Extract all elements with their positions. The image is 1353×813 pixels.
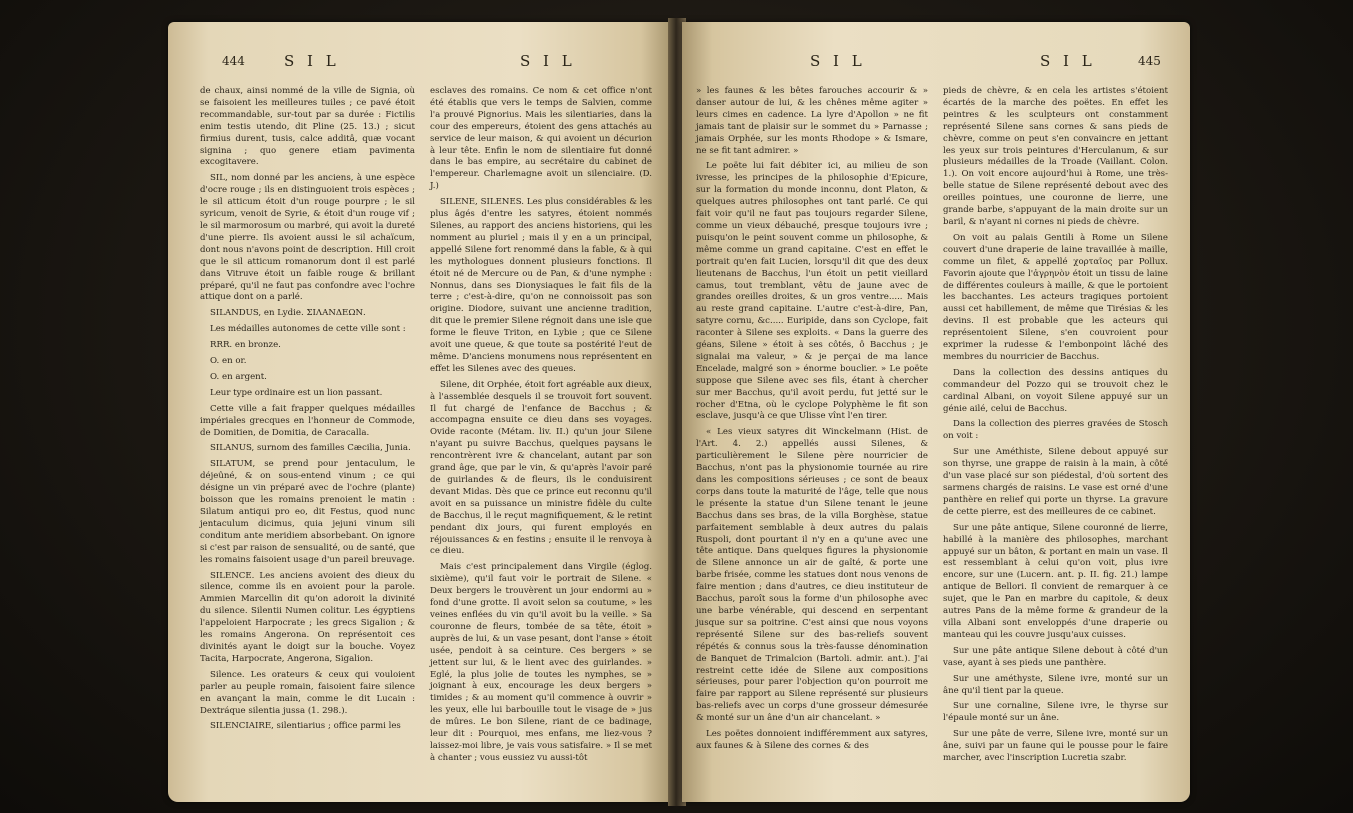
paragraph: Sur une améthyste, Silene ivre, monté sur un âne qu'il tient par la queue. xyxy=(943,673,1168,696)
medal-line: O. en argent. xyxy=(210,371,267,382)
running-head-right-1: S I L xyxy=(810,52,866,70)
paragraph: » les faunes & les bêtes farouches accourir & » danser autour de lui, & les chênes même agiter » leurs cimes en cadence. La lyre d'Apollon » ne fit jamais tant de plaisir sur le sommet du » Parnasse ; jamais Orphée, sur les monts Rhodope » & Ismare, ne se fit tant admirer. » xyxy=(696,86,928,156)
medal-line: RRR. en bronze. xyxy=(210,340,281,351)
paragraph: Le poëte lui fait débiter ici, au milieu de son ivresse, les principes de la philosophie d'Epicure, sur la formation du monde inconnu, dont Platon, & quelques autres philosophes ont tant parlé. Ce qui fait voir qu'il ne faut pas toujours regarder Silene, comme un vieux débauché, presque toujours ivre ; puisqu'on le peint souvent comme un philosophe, & même comme un grand capitaine. C'est en effet le portrait qu'en fait Lucien, lorsqu'il dit que des deux lieutenans de Bacchus, l'un étoit un petit vieillard camus, tout tremblant, vêtu de jaune avec de grandes oreilles droites, & un gros ventre..... Mais au reste grand capitaine. L'autre c'est-à-dire, Pan, satyre cornu, &c..... Euripide, dans son Cyclope, fait raconter à Silene ses exploits. « Dans la guerre des géans, Silene » étoit à ses côtés, ô Bacchus ; je signalai ma valeur, » & je perçai de ma lance Encelade, malgré son » énorme bouclier. » Le poëte suppose que Silene avec ses fils, étant à chercher sur mer Bacchus, qu'il avoit perdu, fut jetté sur le rocher d'Etna, où le cyclope Polyphème le fit son esclave, jusqu'à ce que Ulisse vînt l'en tirer. xyxy=(696,161,928,422)
entry-silanus: SILANUS, surnom des familles Cæcilia, Junia. xyxy=(210,443,411,454)
paragraph: Les poëtes donnoient indifféremment aux satyres, aux faunes & à Silene des cornes & des xyxy=(696,729,928,751)
running-head-left-2: S I L xyxy=(520,52,576,70)
entry-silandus: SILANDUS, en Lydie. ΣΙΛΑΝΔΕΩΝ. xyxy=(210,308,366,319)
entry-silatum: SILATUM, se prend pour jentaculum, le déjeûné, & on sous-entend vinum ; ce qui désigne un vin préparé avec de l'ochre (plante) boisson que les romains prenoient le matin : Silatum antiqui pro eo, dit Festus, quod nunc jentaculum dicimus, quia jejuni vinum sili conditum ante meridiem absorbebant. On ignore si c'est par raison de sensualité, ou de santé, que les romains faisoient usage d'un pareil breuvage. xyxy=(200,459,415,565)
paragraph: « Les vieux satyres dit Winckelmann (Hist. de l'Art. 4. 2.) appellés aussi Silenes, & particulièrement le Silene père nourricier de Bacchus, n'ont pas la physionomie tournée au rire dans les compositions sérieuses ; ce sont de beaux corps dans toute la maturité de l'âge, telle que nous le présente la statue d'un Silene tenant le jeune Bacchus dans ses bras, de la villa Borghèse, statue parfaitement semblable à deux autres du palais Ruspoli, dont pourtant il n'y en a qu'une avec une tête antique. Dans quelques figures la physionomie de Silene annonce un air de gaîté, & porte une barbe frisée, comme les statues dont nous venons de faire mention ; dans d'autres, ce dieu instituteur de Bacchus, paroît sous la forme d'un philosophe avec une barbe vénérable, qui descend en serpentant jusque sur sa poitrine. C'est ainsi que nous voyons représenté Silene sur des bas-reliefs souvent répétés & connus sous la très-fausse dénomination de Banquet de Trimalcion (Bartoli. admir. ant.). J'ai restreint cette idée de Silene aux compositions sérieuses, pour parer l'objection qu'on pourroit me faire par rapport au Silene représenté sur plusieurs bas-reliefs avec un corps d'une grosseur démesurée & monté sur un âne d'un air chancelant. » xyxy=(696,427,928,724)
running-head-left-1: S I L xyxy=(284,52,340,70)
paragraph: Sur une Améthiste, Silene debout appuyé sur son thyrse, une grappe de raisin à la main, à côté d'un vase placé sur son piédestal, d'où sortent des sarmens chargés de raisins. Le vase est orné d'une panthère en relief qui porte un thyrse. La gravure de cette pierre, est des meilleures de ce cabinet. xyxy=(943,447,1168,517)
page-number-right: 445 xyxy=(1138,54,1161,68)
right-page-column-1 xyxy=(696,86,928,757)
running-head-right-2: S I L xyxy=(1040,52,1096,70)
right-page-column-2 xyxy=(943,86,1168,769)
left-page-column-2 xyxy=(430,86,652,769)
paragraph: Sur une pâte antique Silene debout à côté d'un vase, ayant à ses pieds une panthère. xyxy=(943,645,1168,668)
paragraph: Sur une pâte antique, Silene couronné de lierre, habillé à la manière des philosophes, marchant appuyé sur un bâton, & portant en main un vase. Il est ressemblant à celui qu'on voit, plus ivre encore, sur une (Lucern. ant. p. II. fig. 21.) lampe antique de Bellori. Il convient de remarquer à ce sujet, que le Pan en marbre du capitole, & deux autres Pans de la même forme & grandeur de la villa Albani sont enveloppés d'une draperie ou manteau qui les couvre jusqu'aux cuisses. xyxy=(943,522,1168,640)
paragraph: pieds de chèvre, & en cela les artistes s'étoient écartés de la marche des poëtes. En effet les peintres & les sculpteurs ont constamment représenté Silene sans cornes & sans pieds de chèvre, comme on peut s'en convaincre en jettant les yeux sur trois peintures d'Herculanum, & sur plusieurs médailles de la Troade (Vaillant. Colon. 1.). On voit encore aujourd'hui à Rome, une très-belle statue de Silene représenté debout avec des oreilles pointues, une couronne de lierre, une grande barbe, s'appuyant de la main droite sur un baril, & n'ayant ni cornes ni pieds de chèvre. xyxy=(943,86,1168,227)
entry-silenciaire: SILENCIAIRE, silentiarius ; office parmi les xyxy=(210,721,401,732)
paragraph: Cette ville a fait frapper quelques médailles impériales grecques en l'honneur de Commode, de Domitien, de Domitia, de Caracalla. xyxy=(200,403,415,438)
paragraph: Sur une cornaline, Silene ivre, le thyrse sur l'épaule monté sur un âne. xyxy=(943,701,1168,724)
left-page-column-1 xyxy=(200,86,415,737)
paragraph: de chaux, ainsi nommé de la ville de Signia, où se faisoient les meilleures tuiles ; ce pavé étoit recommandable, sur-tout par sa durée : Fictilis enim testis utendo, dit Pline (25. 13.) ; sicut firmius durent, tusis, calce additâ, quæ vocant signina ; quo genere etiam pavimenta excogitavere. xyxy=(200,86,415,168)
entry-silene: SILENE, SILENES. Les plus considérables & les plus âgés d'entre les satyres, étoient nommés Silenes, au rapport des anciens historiens, qui les nomment au pluriel ; mais il y en a un principal, appellé Silene fort renommé dans la fable, & à qui les mythologues donnent plusieurs fonctions. Il étoit né de Mercure ou de Pan, & d'une nymphe : Nonnus, dans ses Dionysiaques le fait fils de la terre ; c'est-à-dire, qu'on ne connoissoit pas son origine. Diodore, suivant une ancienne tradition, dit que le premier Silene régnoit dans une isle que forme le fleuve Triton, en Lybie ; que ce Silene avoit une queue, & que toute sa postérité l'eut de même. D'anciens monumens nous représentent en effet les Silenes avec des queues. xyxy=(430,197,652,374)
medal-line: O. en or. xyxy=(210,356,247,367)
paragraph: Sur une pâte de verre, Silene ivre, monté sur un âne, suivi par un faune qui le pousse pour le faire marcher, avec l'inscription Lucretia szabr. xyxy=(943,729,1168,764)
entry-silence-2: Silence. Les orateurs & ceux qui vouloient parler au peuple romain, faisoient faire silence en avançant la main, comme le dit Lucain : Dextráque silentia jussa (1. 298.). xyxy=(200,669,415,716)
entry-sil: SIL, nom donné par les anciens, à une espèce d'ocre rouge ; ils en distinguoient trois espèces ; le sil atticum étoit d'un rouge pourpre ; le sil syricum, venoit de Syrie, & étoit d'un rouge vif ; le sil marmorosum ou marbré, qui avoit la dureté d'une pierre. Ils avoient aussi le sil achaïcum, dont nous n'avons point de description. Hill croit que le sil atticum romanorum dont il est parlé dans Vitruve étoit un faible rouge & brillant préparé, qu'il ne faut pas confondre avec l'ochre attique dont on a parlé. xyxy=(200,173,415,303)
paragraph: On voit au palais Gentili à Rome un Silene couvert d'une draperie de laine travaillée à maille, comme un filet, & appellé χορταῖος par Pollux. Favorin ajoute que l'ἀγρηνὸν étoit un tissu de laine de différentes couleurs à maille, & que le portoient les bacchantes. Les acteurs tragiques portoient aussi cet habillement, de même que Tirésias & les devins. Il est probable que les acteurs qui représentoient Silene, s'en couvroient pour exprimer la rudesse & l'embonpoint lâché des membres du nourricier de Bacchus. xyxy=(943,232,1168,362)
paragraph: Dans la collection des dessins antiques du commandeur del Pozzo qui se trouvoit chez le cardinal Albani, on voyoit Silene appuyé sur un génie ailé, celui de Bacchus. xyxy=(943,367,1168,414)
paragraph: Silene, dit Orphée, étoit fort agréable aux dieux, à l'assemblée desquels il se trouvoit fort souvent. Il fut chargé de l'enfance de Bacchus ; & accompagna ensuite ce dieu dans ses voyages. Ovide raconte (Métam. liv. II.) qu'un jour Silene n'ayant pu suivre Bacchus, quelques paysans le rencontrèrent ivre & chancelant, autant par son grand âge, que par le vin, & qu'après l'avoir paré de guirlandes & de fleurs, ils le conduisirent devant Midas. Dès que ce prince eut reconnu qu'il avoit en sa puissance un ministre fidèle du culte de Bacchus, il le reçut magnifiquement, & le retint pendant dix jours, qui furent employés en réjouissances & en festins ; ensuite il le renvoya à ce dieu. xyxy=(430,379,652,557)
paragraph: esclaves des romains. Ce nom & cet office n'ont été établis que vers le temps de Salvien, comme l'a prouvé Pignorius. Mais les silentiaries, dans la cour des empereurs, étoient des gens attachés au service de leur maison, & qui avoient un décurion à leur tête. Enfin le nom de silentiaire fut donné dans le bas empire, au secrétaire du cabinet de l'empereur. Charlemagne avoit un silenciaire. (D. J.) xyxy=(430,86,652,192)
entry-silence: SILENCE. Les anciens avoient des dieux du silence, comme ils en avoient pour la parole. Ammien Marcellin dit qu'on adoroit la divinité du silence. Silentii Numen colitur. Les égyptiens l'appeloient Harpocrate ; les grecs Sigalion ; & les romains Angerona. On représentoit ces divinités ayant le doigt sur la bouche. Voyez Tacita, Harpocrate, Angerona, Sigalion. xyxy=(200,570,415,664)
paragraph: Mais c'est principalement dans Virgile (églog. sixième), qu'il faut voir le portrait de Silene. « Deux bergers le trouvèrent un jour endormi au » fond d'une grotte. Il avoit selon sa coutume, » les veines enflées du vin qu'il avoit bu la veille. » Sa couronne de fleurs, tombée de sa tête, étoit » auprès de lui, & un vase pesant, dont l'anse » étoit usée, pendoit à sa ceinture. Ces bergers » se jettent sur lui, & le lient avec des guirlandes. » Eglé, la plus jolie de toutes les nymphes, se » joignant à eux, encourage les deux bergers » timides ; & au moment qu'il commence à ouvrir » les yeux, elle lui barbouille tout le visage de » jus de mûres. Le bon Silene, riant de ce badinage, leur dit : Pourquoi, mes enfans, me liez-vous ? laissez-moi libre, je vais vous satisfaire. » Il se met à chanter ; vous eussiez vu aussi-tôt xyxy=(430,562,652,763)
page-number-left: 444 xyxy=(222,54,245,68)
paragraph: Les médailles autonomes de cette ville sont : xyxy=(210,324,406,335)
paragraph: Leur type ordinaire est un lion passant. xyxy=(210,387,383,398)
paragraph: Dans la collection des pierres gravées de Stosch on voit : xyxy=(943,419,1168,442)
